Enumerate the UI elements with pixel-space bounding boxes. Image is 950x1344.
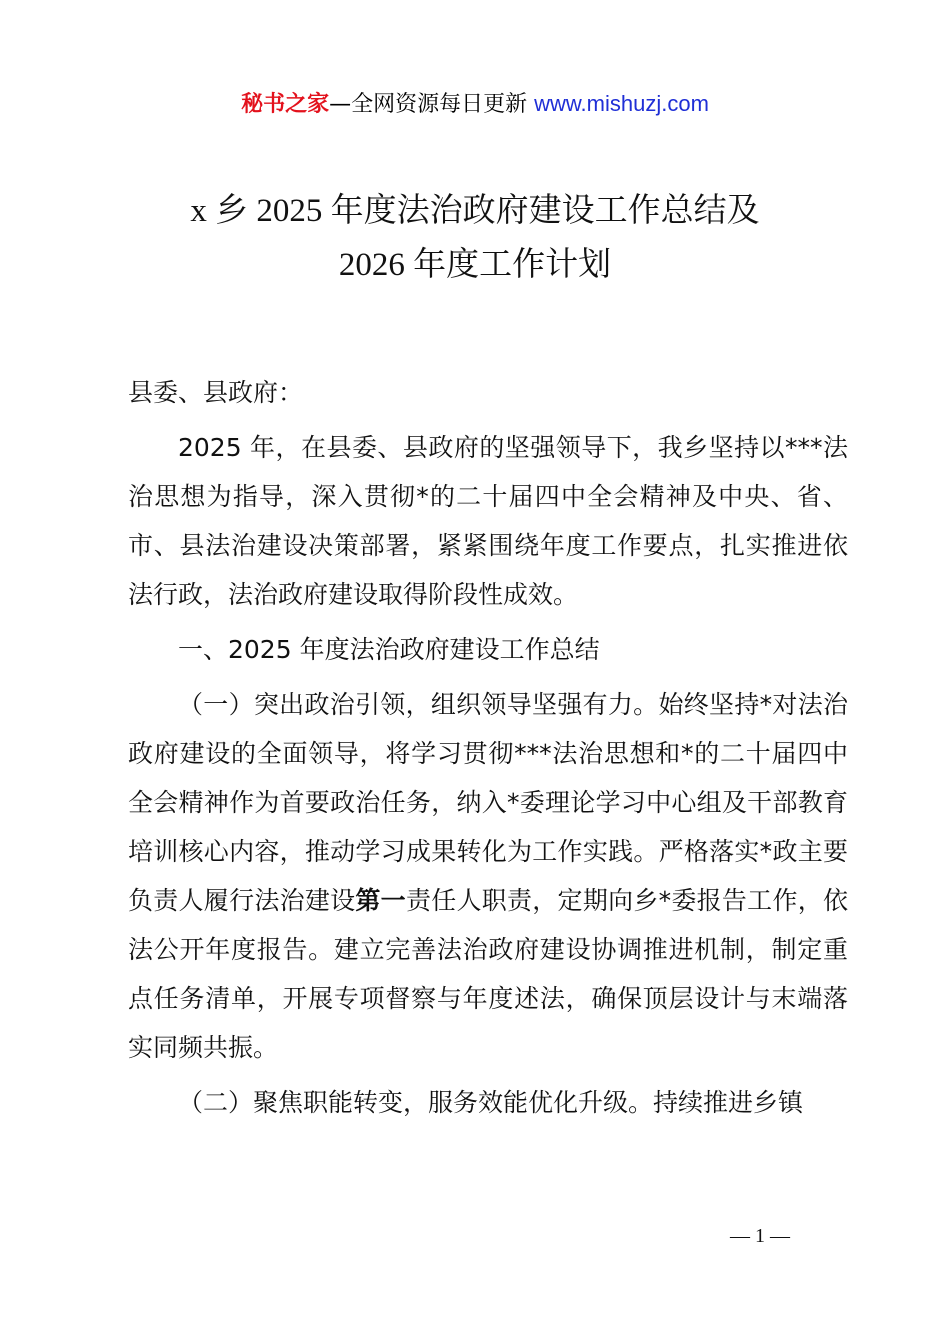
section-heading: 一、2025 年度法治政府建设工作总结 bbox=[178, 635, 600, 664]
paragraph-2: （二）聚焦职能转变，服务效能优化升级。持续推进乡镇 bbox=[178, 1088, 804, 1117]
paragraph-1-text-b: 责任人职责，定期向乡*委报告工作，依法公开年度报告。建立完善法治政府建设协调推进机制，制定重点任务清单，开展专项督察与年度述法，确保顶层设计与末端落实同频共振。 bbox=[128, 886, 848, 1062]
document-title bbox=[0, 184, 950, 292]
website-link[interactable]: www.mishuzj.com bbox=[534, 91, 709, 116]
paragraph-1-bold: 第一 bbox=[355, 886, 406, 915]
title-line-2: 2026 年度工作计划 bbox=[338, 247, 612, 283]
intro-paragraph: 2025 年，在县委、县政府的坚强领导下，我乡坚持以***法治思想为指导，深入贯彻*的二十届四中全会精神及中央、省、市、县法治建设决策部署，紧紧围绕年度工作要点，扎实推进依法行政，法治政府建设取得阶段性成效。 bbox=[128, 433, 848, 609]
salutation: 县委、县政府： bbox=[128, 378, 304, 407]
site-banner bbox=[0, 88, 950, 121]
paragraph-1 bbox=[128, 680, 848, 1072]
title-line-1: x 乡 2025 年度法治政府建设工作总结及 bbox=[190, 193, 760, 229]
paragraph-1-text-a: （一）突出政治引领，组织领导坚强有力。始终坚持*对法治政府建设的全面领导，将学习贯彻***法治思想和*的二十届四中全会精神作为首要政治任务，纳入*委理论学习中心组及干部教育培训核心内容，推动学习成果转化为工作实践。严格落实*政主要负责人履行法治建设 bbox=[128, 690, 848, 915]
page-number: — 1 — bbox=[730, 1225, 790, 1247]
banner-slogan: —全网资源每日更新 bbox=[329, 92, 528, 117]
document-body bbox=[128, 368, 848, 1133]
brand-name: 秘书之家 bbox=[241, 92, 330, 117]
